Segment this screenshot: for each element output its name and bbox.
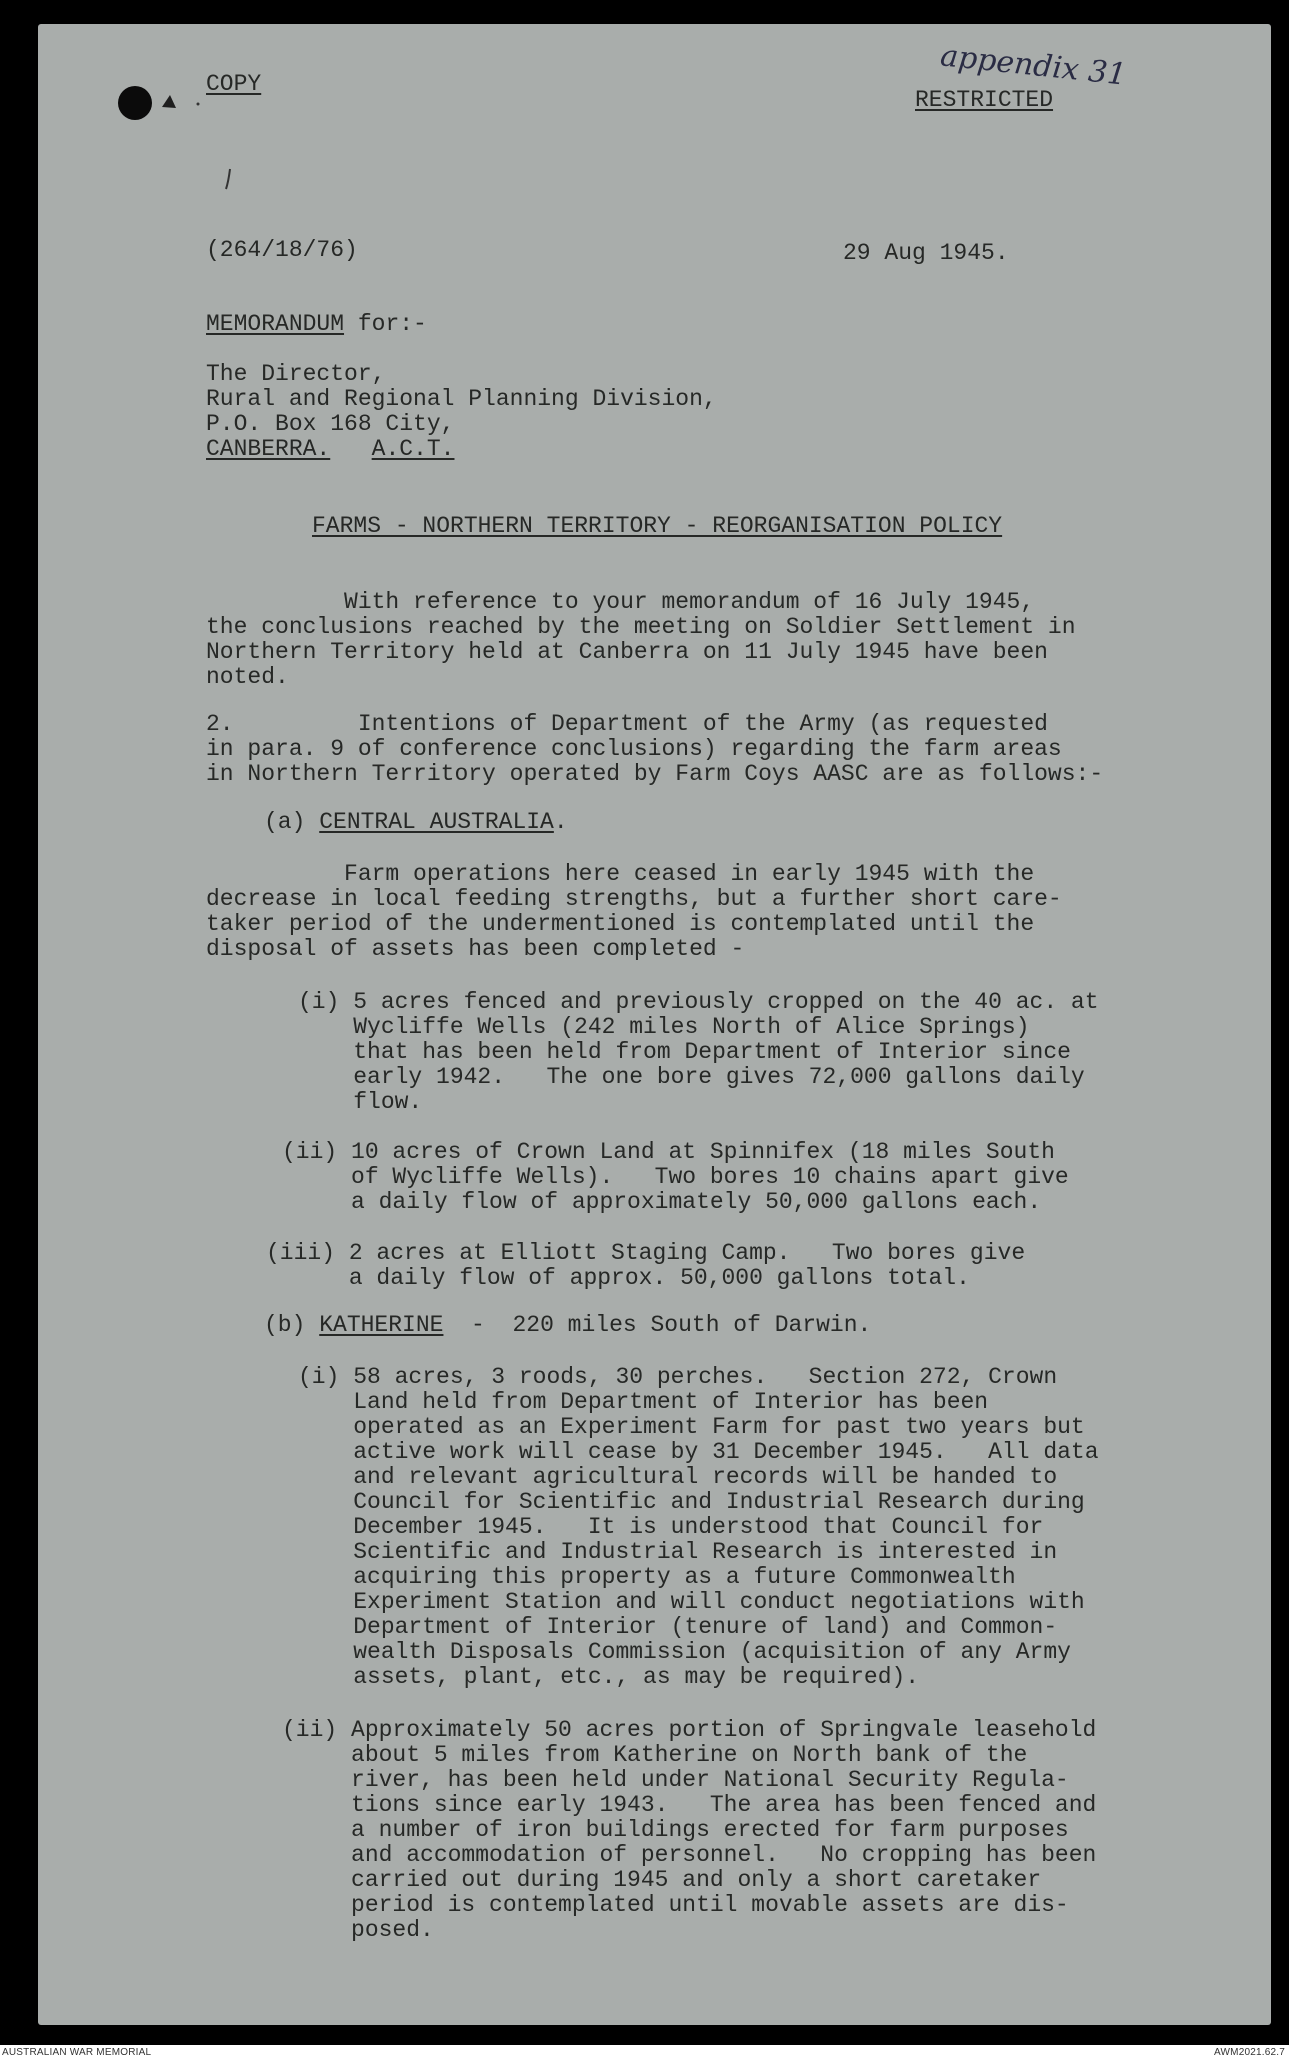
paragraph-1-line: Northern Territory held at Canberra on 11 July 1945 have been [206,639,1048,665]
paragraph-1 [206,590,1076,690]
classification-label: RESTRICTED [915,87,1054,113]
section-b-item-2-line: posed. [282,1917,434,1943]
section-b-item-1-line: Experiment Station and will conduct negotiations with [298,1589,1085,1615]
section-a-heading [264,810,568,835]
section-b-item-1-line: operated as an Experiment Farm for past two years but [298,1414,1085,1440]
stray-pen-mark [220,165,240,195]
section-b-prefix: (b) [264,1312,320,1338]
section-a-item-3-line: a daily flow of approx. 50,000 gallons total. [266,1265,970,1291]
section-a-intro-line: disposal of assets has been completed - [206,936,745,962]
section-b-item-1-line: December 1945. It is understood that Council for [298,1514,1044,1540]
section-b-item-1-line: Council for Scientific and Industrial Research during [298,1489,1085,1515]
section-b-item-1-line: active work will cease by 31 December 1945. All data [298,1439,1099,1465]
memorandum-for: for:- [344,311,427,337]
section-a-item-3-line: (iii) 2 acres at Elliott Staging Camp. Two bores give [266,1240,1026,1266]
section-b-item-1-line: acquiring this property as a future Commonwealth [298,1564,1016,1590]
section-b-item-2-line: river, has been held under National Security Regula- [282,1767,1069,1793]
section-a-item-1-line: early 1942. The one bore gives 72,000 gallons daily [298,1064,1085,1090]
paragraph-1-line: With reference to your memorandum of 16 July 1945, [206,589,1035,615]
section-a-item-3 [266,1241,1025,1291]
section-b-item-1-line: (i) 58 acres, 3 roods, 30 perches. Section 272, Crown [298,1364,1058,1390]
section-b-item-2 [282,1718,1096,1943]
memo-date: 29 Aug 1945. [843,240,1009,266]
section-b-suffix: - 220 miles South of Darwin. [443,1312,872,1338]
section-a-item-1 [298,990,1099,1115]
copy-label: COPY [206,71,262,97]
section-b-item-2-line: a number of iron buildings erected for farm purposes [282,1817,1069,1843]
section-b-item-1-line: assets, plant, etc., as may be required). [298,1664,920,1690]
address-line-4 [206,437,454,462]
section-b-item-1-line: wealth Disposals Commission (acquisition of any Army [298,1639,1071,1665]
section-a-item-1-line: that has been held from Department of Interior since [298,1039,1071,1065]
section-a-intro-line: Farm operations here ceased in early 1945 with the [206,861,1035,887]
section-b-item-1 [298,1365,1099,1690]
paragraph-2-line: 2. Intentions of Department of the Army (as requested [206,711,1048,737]
section-a-intro [206,862,1062,962]
section-a-title: CENTRAL AUSTRALIA [319,809,554,835]
section-b-item-2-line: and accommodation of personnel. No cropping has been [282,1842,1097,1868]
section-b-item-2-line: (ii) Approximately 50 acres portion of Springvale leasehold [282,1717,1097,1743]
section-b-item-2-line: tions since early 1943. The area has been fenced and [282,1792,1097,1818]
handwritten-appendix-note: appendix 31 [938,38,1129,93]
section-a-item-1-line: flow. [298,1089,423,1115]
section-a-suffix: . [553,809,568,835]
section-a-item-2-line: a daily flow of approximately 50,000 gallons each. [282,1189,1042,1215]
section-b-item-2-line: carried out during 1945 and only a short caretaker [282,1867,1042,1893]
section-b-heading [264,1313,871,1338]
paragraph-1-line: the conclusions reached by the meeting on Soldier Settlement in [206,614,1076,640]
section-a-prefix: (a) [264,809,320,835]
memorandum-heading [206,312,427,337]
paragraph-2 [206,712,1103,787]
subject-heading: FARMS - NORTHERN TERRITORY - REORGANISATION POLICY [312,513,1003,539]
footer-institution: AUSTRALIAN WAR MEMORIAL [2,2047,152,2058]
paragraph-2-line: in Northern Territory operated by Farm Coys AASC are as follows:- [206,761,1104,787]
address-city: CANBERRA. [206,436,331,462]
address-line-2: Rural and Regional Planning Division, [206,386,717,412]
section-b-item-2-line: about 5 miles from Katherine on North bank of the [282,1742,1028,1768]
section-a-intro-line: taker period of the undermentioned is contemplated until the [206,911,1035,937]
section-a-item-2-line: (ii) 10 acres of Crown Land at Spinnifex (18 miles South [282,1139,1055,1165]
section-b-item-1-line: Department of Interior (tenure of land) and Common- [298,1614,1058,1640]
section-a-item-1-line: (i) 5 acres fenced and previously cropped on the 40 ac. at [298,989,1099,1015]
address-line-1: The Director, [206,361,386,387]
address-territory: A.C.T. [371,436,455,462]
reference-number: (264/18/76) [206,237,358,263]
section-a-item-2 [282,1140,1069,1215]
section-b-item-1-line: and relevant agricultural records will be handed to [298,1464,1058,1490]
address-line-3: P.O. Box 168 City, [206,411,455,437]
section-a-item-1-line: Wycliffe Wells (242 miles North of Alice Springs) [298,1014,1030,1040]
section-b-title: KATHERINE [319,1312,444,1338]
memorandum-label: MEMORANDUM [206,311,345,337]
footer-accession-number: AWM2021.62.7 [1214,2047,1285,2058]
section-a-item-2-line: of Wycliffe Wells). Two bores 10 chains apart give [282,1164,1069,1190]
footer-bar [0,2045,1289,2061]
section-b-item-1-line: Land held from Department of Interior has been [298,1389,989,1415]
section-b-item-1-line: Scientific and Industrial Research is interested in [298,1539,1058,1565]
paragraph-1-line: noted. [206,664,289,690]
section-b-item-2-line: period is contemplated until movable assets are dis- [282,1892,1069,1918]
section-a-intro-line: decrease in local feeding strengths, but a further short care- [206,886,1062,912]
paragraph-2-line: in para. 9 of conference conclusions) regarding the farm areas [206,736,1062,762]
